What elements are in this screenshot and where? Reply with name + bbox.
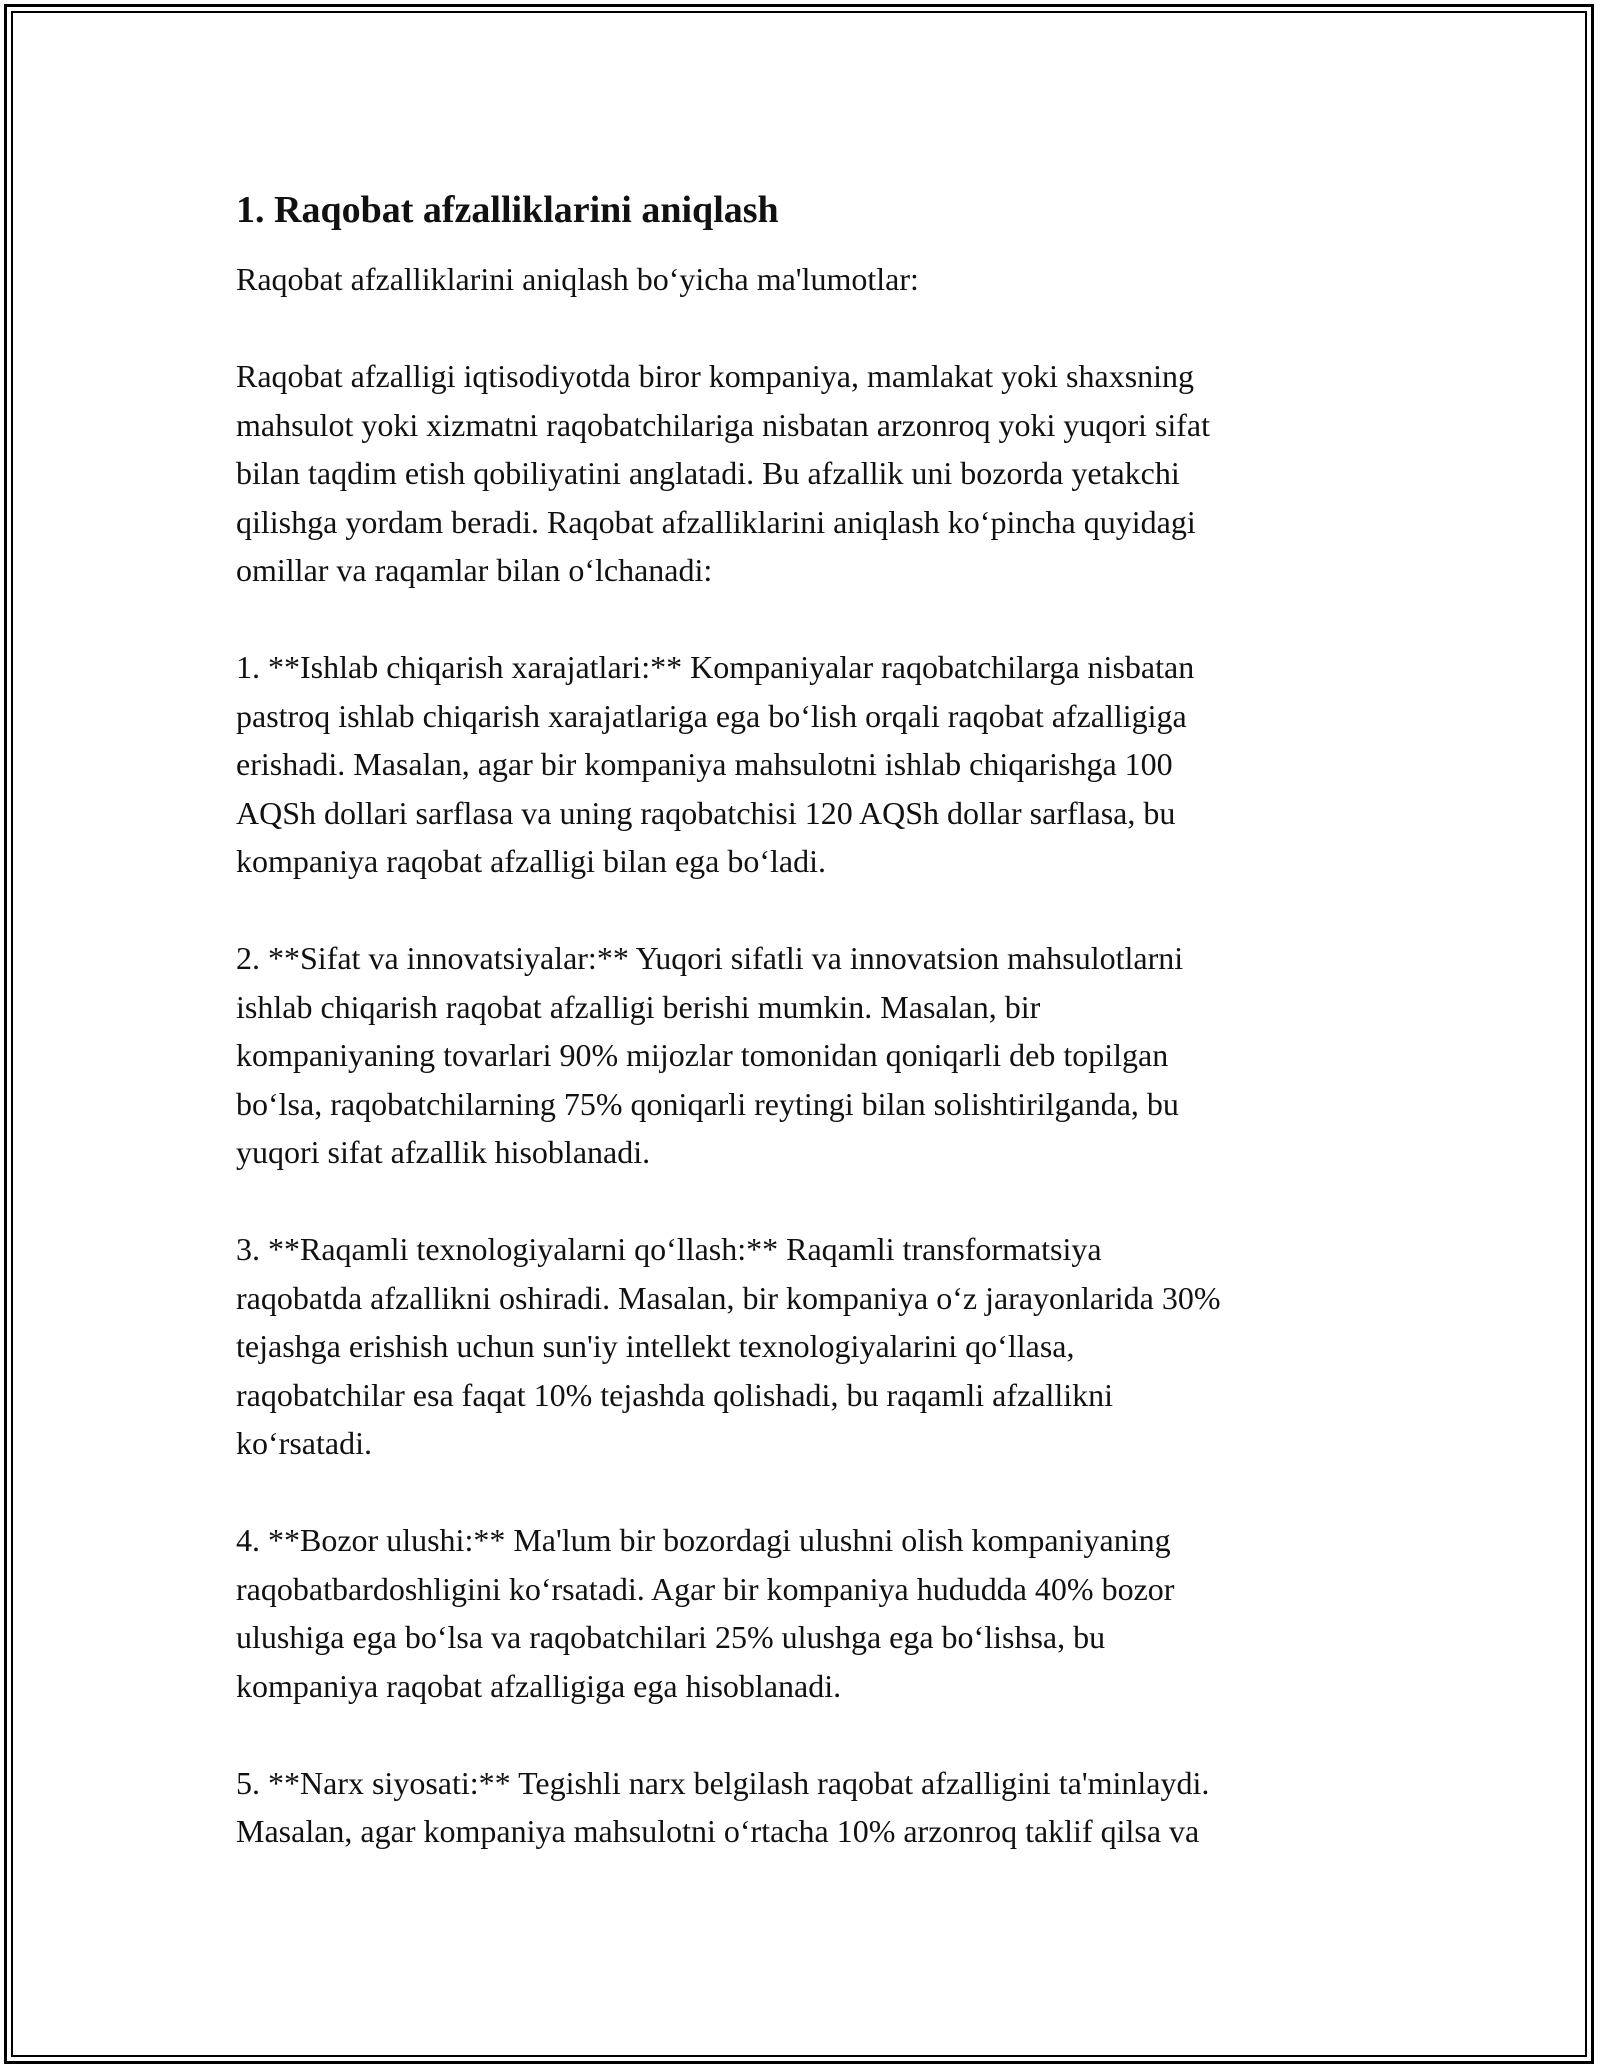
paragraph-line: raqobatda afzallikni oshiradi. Masalan, bir kompaniya oʻz jarayonlarida 30% [236, 1279, 1221, 1316]
paragraph-line: raqobatchilar esa faqat 10% tejashda qolishadi, bu raqamli afzallikni [236, 1376, 1113, 1413]
paragraph-line: kompaniyaning tovarlari 90% mijozlar tomonidan qoniqarli deb topilgan [236, 1037, 1169, 1073]
paragraph-line: erishadi. Masalan, agar bir kompaniya mahsulotni ishlab chiqarishga 100 [236, 746, 1173, 782]
section-title: 1. Raqobat afzalliklarini aniqlash [236, 189, 779, 231]
paragraph-3 [236, 643, 1396, 886]
paragraph-6 [236, 1516, 1396, 1710]
paragraphs-container [236, 255, 1396, 1856]
paragraph-line: raqobatbardoshligini koʻrsatadi. Agar bir kompaniya hududda 40% bozor [236, 1570, 1175, 1607]
paragraph-line: 1. **Ishlab chiqarish xarajatlari:** Kompaniyalar raqobatchilarga nisbatan [236, 649, 1195, 685]
paragraph-line: boʻlsa, raqobatchilarning 75% qoniqarli reytingi bilan solishtirilganda, bu [236, 1085, 1179, 1122]
paragraph-2 [236, 352, 1396, 595]
paragraph-7 [236, 1759, 1396, 1856]
paragraph-line: qilishga yordam beradi. Raqobat afzalliklarini aniqlash koʻpincha quyidagi [236, 503, 1196, 540]
paragraph-line: ishlab chiqarish raqobat afzalligi berishi mumkin. Masalan, bir [236, 988, 1041, 1025]
paragraph-line: Raqobat afzalliklarini aniqlash boʻyicha ma'lumotlar: [236, 261, 919, 297]
paragraph-line: kompaniya raqobat afzalligi bilan ega boʻladi. [236, 843, 826, 879]
paragraph-line: koʻrsatadi. [236, 1425, 372, 1461]
paragraph-line: 4. **Bozor ulushi:** Ma'lum bir bozordagi ulushni olish kompaniyaning [236, 1522, 1171, 1558]
paragraph-line: ulushiga ega boʻlsa va raqobatchilari 25% ulushga ega boʻlishsa, bu [236, 1619, 1106, 1655]
paragraph-5 [236, 1225, 1396, 1468]
paragraph-line: tejashga erishish uchun sun'iy intellekt texnologiyalarini qoʻllasa, [236, 1328, 1075, 1364]
paragraph-4 [236, 934, 1396, 1177]
paragraph-line: Raqobat afzalligi iqtisodiyotda biror kompaniya, mamlakat yoki shaxsning [236, 358, 1195, 394]
paragraph-line: bilan taqdim etish qobiliyatini anglatadi. Bu afzallik uni bozorda yetakchi [236, 455, 1180, 491]
paragraph-line: pastroq ishlab chiqarish xarajatlariga ega boʻlish orqali raqobat afzalligiga [236, 697, 1187, 734]
document-body [236, 185, 1396, 1904]
paragraph-line: yuqori sifat afzallik hisoblanadi. [236, 1134, 651, 1170]
paragraph-line: Masalan, agar kompaniya mahsulotni oʻrtacha 10% arzonroq taklif qilsa va [236, 1813, 1200, 1849]
paragraph-line: 2. **Sifat va innovatsiyalar:** Yuqori sifatli va innovatsion mahsulotlarni [236, 940, 1184, 976]
paragraph-line: 5. **Narx siyosati:** Tegishli narx belgilash raqobat afzalligini ta'minlaydi. [236, 1764, 1210, 1801]
paragraph-line: AQSh dollari sarflasa va uning raqobatchisi 120 AQSh dollar sarflasa, bu [236, 794, 1176, 831]
paragraph-line: kompaniya raqobat afzalligiga ega hisoblanadi. [236, 1667, 842, 1704]
paragraph-line: omillar va raqamlar bilan oʻlchanadi: [236, 552, 713, 588]
paragraph-1 [236, 255, 1396, 304]
paragraph-line: mahsulot yoki xizmatni raqobatchilariga nisbatan arzonroq yoki yuqori sifat [236, 406, 1210, 443]
paragraph-line: 3. **Raqamli texnologiyalarni qoʻllash:** Raqamli transformatsiya [236, 1231, 1102, 1267]
